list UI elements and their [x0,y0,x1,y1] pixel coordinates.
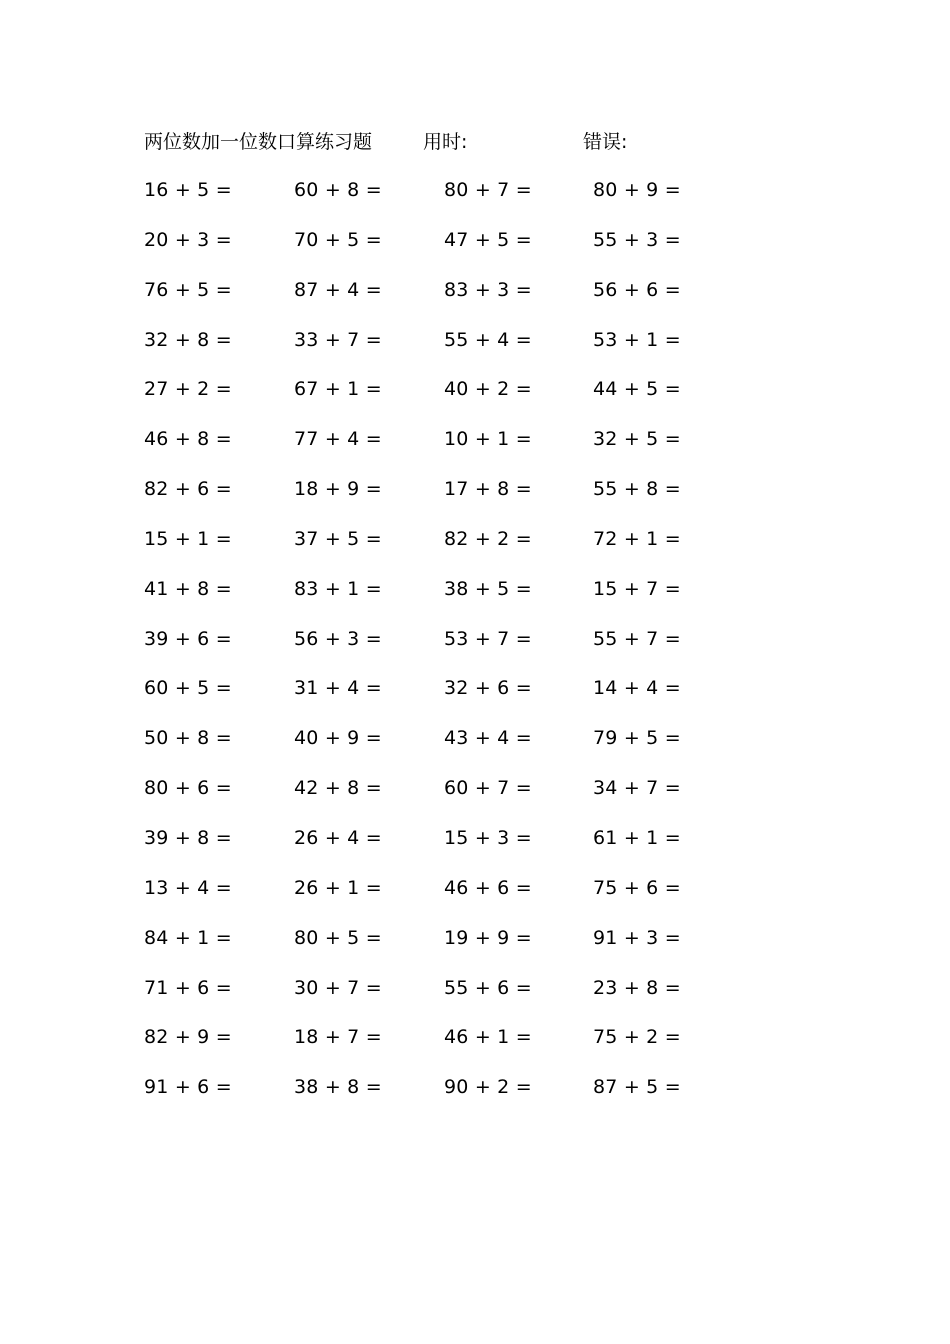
problem-item: 41 + 8 = [144,577,232,600]
problem-item: 40 + 9 = [294,727,382,750]
problem-item: 18 + 7 = [294,1026,382,1049]
problem-item: 60 + 8 = [294,179,382,201]
problem-item: 42 + 8 = [294,777,382,800]
problem-item: 87 + 4 = [294,278,382,301]
problem-item: 80 + 9 = [593,179,681,201]
problem-item: 79 + 5 = [593,727,681,750]
problem-item: 33 + 7 = [294,328,382,351]
problem-item: 26 + 4 = [294,826,382,849]
problem-item: 38 + 8 = [294,1076,382,1099]
problem-item: 76 + 5 = [144,278,232,301]
problem-item: 60 + 5 = [144,677,232,700]
problem-item: 91 + 6 = [144,1076,232,1099]
problem-item: 30 + 7 = [294,976,382,999]
problem-item: 87 + 5 = [593,1076,681,1099]
problem-item: 44 + 5 = [593,378,681,401]
problem-item: 56 + 6 = [593,278,681,301]
problem-item: 19 + 9 = [444,926,532,949]
problem-item: 27 + 2 = [144,378,232,401]
problem-item: 75 + 6 = [593,876,681,899]
problem-item: 72 + 1 = [593,527,681,550]
problem-item: 61 + 1 = [593,826,681,849]
problem-item: 31 + 4 = [294,677,382,700]
problem-item: 82 + 6 = [144,478,232,501]
problem-item: 82 + 2 = [444,527,532,550]
problem-item: 60 + 7 = [444,777,532,800]
problem-item: 26 + 1 = [294,876,382,899]
problem-item: 37 + 5 = [294,527,382,550]
problem-item: 77 + 4 = [294,428,382,451]
problem-item: 23 + 8 = [593,976,681,999]
problem-item: 83 + 3 = [444,278,532,301]
problem-item: 16 + 5 = [144,179,232,201]
time-label: 用时: [423,131,468,153]
problem-item: 46 + 1 = [444,1026,532,1049]
problem-item: 83 + 1 = [294,577,382,600]
problem-item: 10 + 1 = [444,428,532,451]
problem-item: 55 + 6 = [444,976,532,999]
problem-item: 53 + 1 = [593,328,681,351]
problem-item: 34 + 7 = [593,777,681,800]
problem-item: 70 + 5 = [294,228,382,251]
problem-item: 90 + 2 = [444,1076,532,1099]
problem-item: 32 + 8 = [144,328,232,351]
problem-grid [144,176,784,1123]
problem-item: 55 + 7 = [593,627,681,650]
problem-item: 39 + 8 = [144,826,232,849]
problem-item: 47 + 5 = [444,228,532,251]
problem-item: 15 + 3 = [444,826,532,849]
problem-item: 39 + 6 = [144,627,232,650]
problem-item: 32 + 6 = [444,677,532,700]
problem-item: 55 + 4 = [444,328,532,351]
problem-item: 14 + 4 = [593,677,681,700]
problem-item: 55 + 3 = [593,228,681,251]
problem-item: 71 + 6 = [144,976,232,999]
problem-item: 84 + 1 = [144,926,232,949]
problem-item: 13 + 4 = [144,876,232,899]
problem-item: 18 + 9 = [294,478,382,501]
worksheet-header [0,128,950,158]
problem-item: 15 + 1 = [144,527,232,550]
problem-item: 80 + 7 = [444,179,532,201]
problem-item: 56 + 3 = [294,627,382,650]
problem-item: 20 + 3 = [144,228,232,251]
problem-item: 46 + 6 = [444,876,532,899]
problem-item: 82 + 9 = [144,1026,232,1049]
problem-item: 38 + 5 = [444,577,532,600]
problem-item: 80 + 6 = [144,777,232,800]
problem-item: 75 + 2 = [593,1026,681,1049]
problem-item: 43 + 4 = [444,727,532,750]
problem-item: 17 + 8 = [444,478,532,501]
problem-item: 91 + 3 = [593,926,681,949]
problem-item: 32 + 5 = [593,428,681,451]
worksheet-title: 两位数加一位数口算练习题 [144,131,373,153]
problem-item: 50 + 8 = [144,727,232,750]
problem-item: 80 + 5 = [294,926,382,949]
problem-item: 40 + 2 = [444,378,532,401]
problem-item: 67 + 1 = [294,378,382,401]
problem-item: 46 + 8 = [144,428,232,451]
problem-item: 55 + 8 = [593,478,681,501]
error-label: 错误: [583,131,628,153]
problem-item: 15 + 7 = [593,577,681,600]
problem-item: 53 + 7 = [444,627,532,650]
